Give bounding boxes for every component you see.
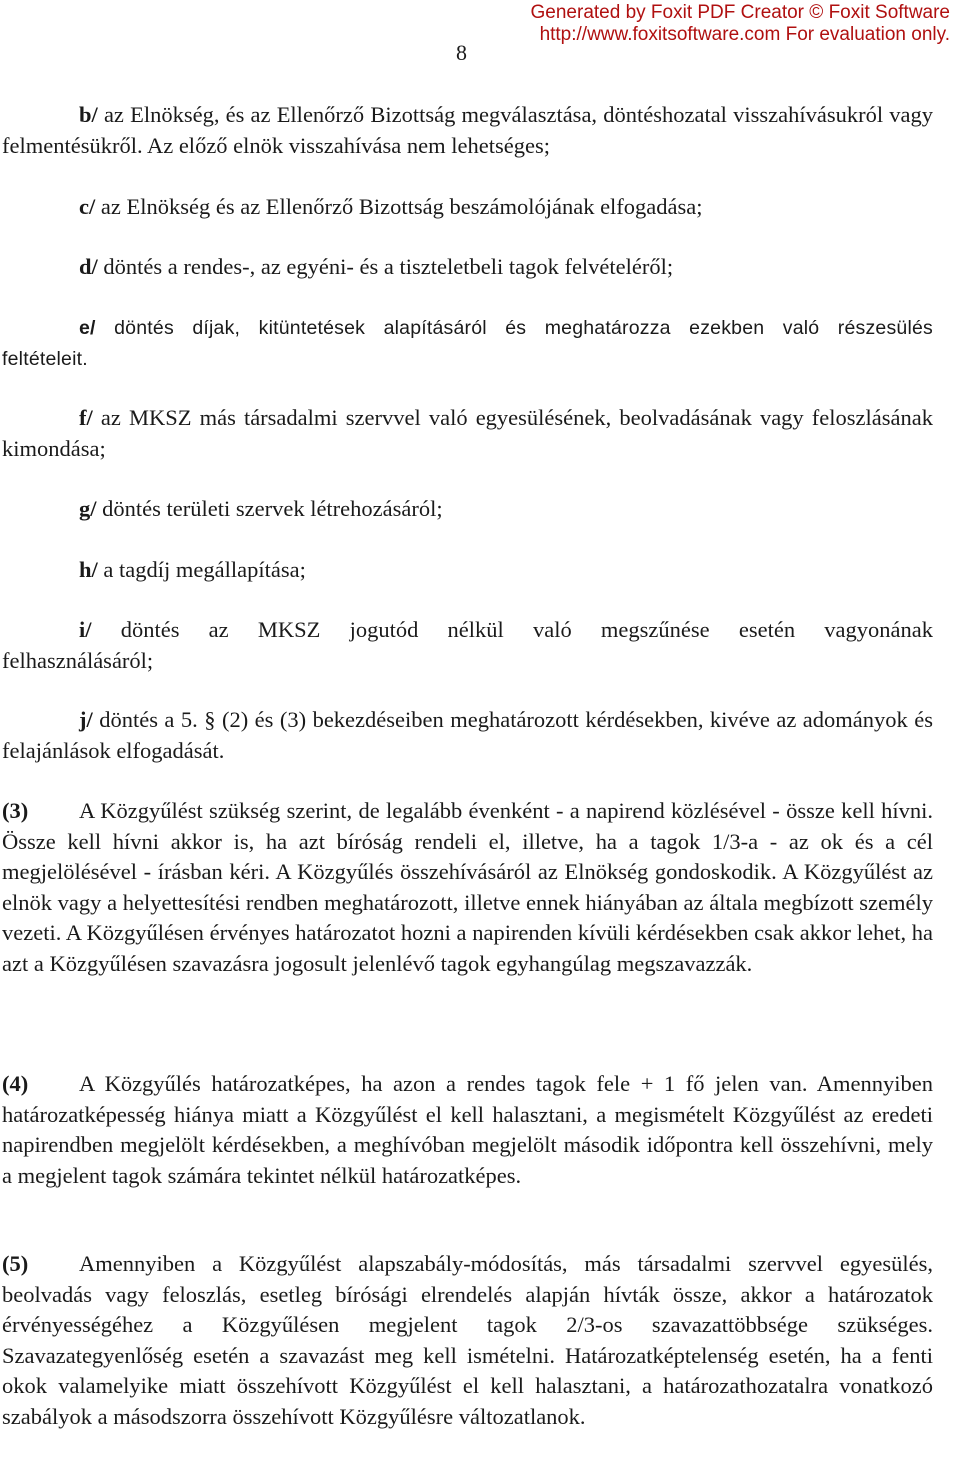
item-marker: e/ [79,317,96,339]
item-c [2,192,933,223]
item-marker: i/ [79,617,92,642]
item-text: a tagdíj megállapítása; [97,557,306,582]
item-marker: g/ [79,496,97,521]
watermark-line1: Generated by Foxit PDF Creator © Foxit Software [530,2,950,23]
item-text: döntés díjak, kitüntetések alapításáról és meghatározza ezekben való részesülés feltételeit. [2,317,933,370]
item-marker: b/ [79,102,98,127]
item-marker: h/ [79,557,98,582]
item-marker: d/ [79,254,98,279]
item-f [2,403,933,464]
item-g [2,494,933,525]
section-5 [2,1249,933,1432]
section-4 [2,1069,933,1191]
watermark-line2: http://www.foxitsoftware.com For evaluation only. [539,24,950,45]
item-marker: c/ [79,194,96,219]
item-h [2,555,933,586]
item-text: az Elnökség, és az Ellenőrző Bizottság megválasztása, döntéshozatal visszahívásukról vagy felmentésükről. Az előző elnök visszahívása nem lehetséges; [2,102,933,158]
section-text: A Közgyűlés határozatképes, ha azon a rendes tagok fele + 1 fő jelen van. Amennyiben határozatképesség hiánya miatt a Közgyűlést el kell halasztani, a megismételt Közgyűlést az eredeti napirendben megjelölt kérdésekben, a meghívóban megjelölt második időpontra kell összehívni, mely a megjelent tagok számára tekintet nélkül határozatképes. [2,1071,933,1188]
item-text: döntés a 5. § (2) és (3) bekezdéseiben meghatározott kérdésekben, kivéve az adományok és felajánlások elfogadását. [2,707,933,763]
item-d [2,252,933,283]
item-marker: f/ [79,405,93,430]
item-text: döntés a rendes-, az egyéni- és a tiszteletbeli tagok felvételéről; [97,254,674,279]
item-text: döntés az MKSZ jogutód nélkül való megszűnése esetén vagyonának felhasználásáról; [2,617,933,673]
item-text: döntés területi szervek létrehozásáról; [96,496,443,521]
section-number: (3) [2,798,29,823]
item-j [2,705,933,766]
item-e [2,313,933,374]
section-text: A Közgyűlést szükség szerint, de legalább évenként - a napirend közlésével - össze kell hívni. Össze kell hívni akkor is, ha azt bíróság rendeli el, illetve, ha a tagok 1/3-a - az ok és a cél megjelölésével - írásban kéri. A Közgyűlés összehívásáról az Elnökség gondoskodik. A Közgyűlést az elnök vagy a helyettesítési rendben meghatározott, illetve ennek hiányában az általa megbízott személy vezeti. A Közgyűlésen érvényes határozatot hozni a napirenden kívüli kérdésekben csak akkor lehet, ha azt a Közgyűlésen szavazásra jogosult jelenlévő tagok egyhangúlag megszavazzák. [2,798,933,976]
section-number: (5) [2,1251,29,1276]
section-text: Amennyiben a Közgyűlést alapszabály-módosítás, más társadalmi szervvel egyesülés, beolvadás vagy feloszlás, esetleg bírósági elrendelés alapján hívták össze, akkor a határozatok érvényességéhez a Közgyűlésen megjelent tagok 2/3-os szavazattöbbsége szükséges. Szavazategyenlőség esetén a szavazást meg kell ismételni. Határozatképtelenség esetén, ha a fenti okok valamelyike miatt összehívott Közgyűlést el kell halasztani, a határozathozatalra vonatkozó szabályok a másodszorra összehívott Közgyűlésre változatlanok. [2,1251,933,1429]
section-3 [2,796,933,979]
item-text: az Elnökség és az Ellenőrző Bizottság beszámolójának elfogadása; [95,194,703,219]
item-b [2,100,933,161]
item-i [2,615,933,676]
item-marker: j/ [79,707,93,732]
section-number: (4) [2,1071,29,1096]
page-number: 8 [456,40,467,65]
item-text: az MKSZ más társadalmi szervvel való egyesülésének, beolvadásának vagy feloszlásának kimondása; [2,405,933,461]
